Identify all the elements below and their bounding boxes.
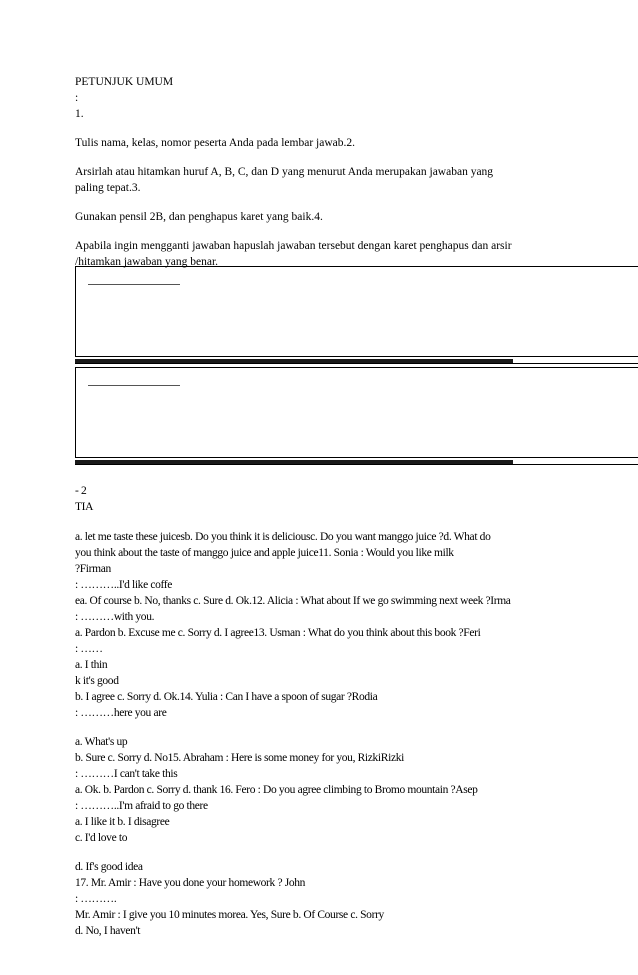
instructions-colon: : — [75, 92, 79, 104]
question-line: : …… — [75, 643, 103, 655]
divider-line — [75, 464, 638, 465]
answer-box-1 — [75, 266, 638, 357]
quiz-header: TIA — [75, 501, 94, 513]
instruction-item: Tulis nama, kelas, nomor peserta Anda pada lembar jawab.2. — [75, 137, 355, 149]
question-line: Mr. Amir : I give you 10 minutes morea. Yes, Sure b. Of Course c. Sorry — [75, 909, 384, 921]
question-line: b. I agree c. Sorry d. Ok.14. Yulia : Can I have a spoon of sugar ?Rodia — [75, 691, 378, 703]
question-line: ?Firman — [75, 563, 111, 575]
question-line: : ………with you. — [75, 611, 155, 623]
question-line: d. No, I haven't — [75, 925, 141, 937]
question-line: a. I thin — [75, 659, 108, 671]
question-line: : ………..I'd like coffe — [75, 579, 173, 591]
question-line: : ………..I'm afraid to go there — [75, 800, 208, 812]
question-line: : ………here you are — [75, 707, 167, 719]
question-line: a. I like it b. I disagree — [75, 816, 170, 828]
question-line: k it's good — [75, 675, 119, 687]
question-line: c. I'd love to — [75, 832, 128, 844]
instruction-item: Arsirlah atau hitamkan huruf A, B, C, dan D yang menurut Anda merupakan jawaban yang — [75, 166, 494, 178]
quiz-questions — [75, 483, 511, 939]
answer-box-underline — [88, 385, 180, 386]
general-instructions — [75, 74, 512, 270]
page-marker: - 2 — [75, 485, 87, 497]
question-line: a. Ok. b. Pardon c. Sorry d. thank 16. Fero : Do you agree climbing to Bromo mountain ?Asep — [75, 784, 478, 796]
instructions-title: PETUNJUK UMUM — [75, 76, 174, 88]
quiz-lines — [75, 529, 511, 939]
question-line: 17. Mr. Amir : Have you done your homework ? John — [75, 877, 306, 889]
question-line: a. What's up — [75, 736, 128, 748]
question-line: d. If's good idea — [75, 861, 143, 873]
question-line — [75, 846, 511, 859]
instruction-item: paling tepat.3. — [75, 182, 141, 194]
instruction-item: Apabila ingin mengganti jawaban hapuslah jawaban tersebut dengan karet penghapus dan arsir — [75, 240, 512, 252]
question-line: ea. Of course b. No, thanks c. Sure d. Ok.12. Alicia : What about If we go swimming next week ?Irma — [75, 595, 511, 607]
question-line: a. let me taste these juicesb. Do you think it is deliciousc. Do you want manggo juice ?d. What do — [75, 531, 491, 543]
question-line: b. Sure c. Sorry d. No15. Abraham : Here is some money for you, RizkiRizki — [75, 752, 404, 764]
question-line: you think about the taste of manggo juice and apple juice11. Sonia : Would you like milk — [75, 547, 454, 559]
instructions-number: 1. — [75, 108, 84, 120]
answer-box-underline — [88, 284, 180, 285]
instruction-item: /hitamkan jawaban yang benar. — [75, 256, 219, 268]
instruction-item: Gunakan pensil 2B, dan penghapus karet yang baik.4. — [75, 211, 323, 223]
divider-line — [75, 363, 638, 364]
question-line — [75, 721, 511, 734]
question-line: : ………. — [75, 893, 117, 905]
question-line: : ………I can't take this — [75, 768, 178, 780]
answer-box-2 — [75, 367, 638, 458]
question-line: a. Pardon b. Excuse me c. Sorry d. I agree13. Usman : What do you think about this book ?Feri — [75, 627, 481, 639]
